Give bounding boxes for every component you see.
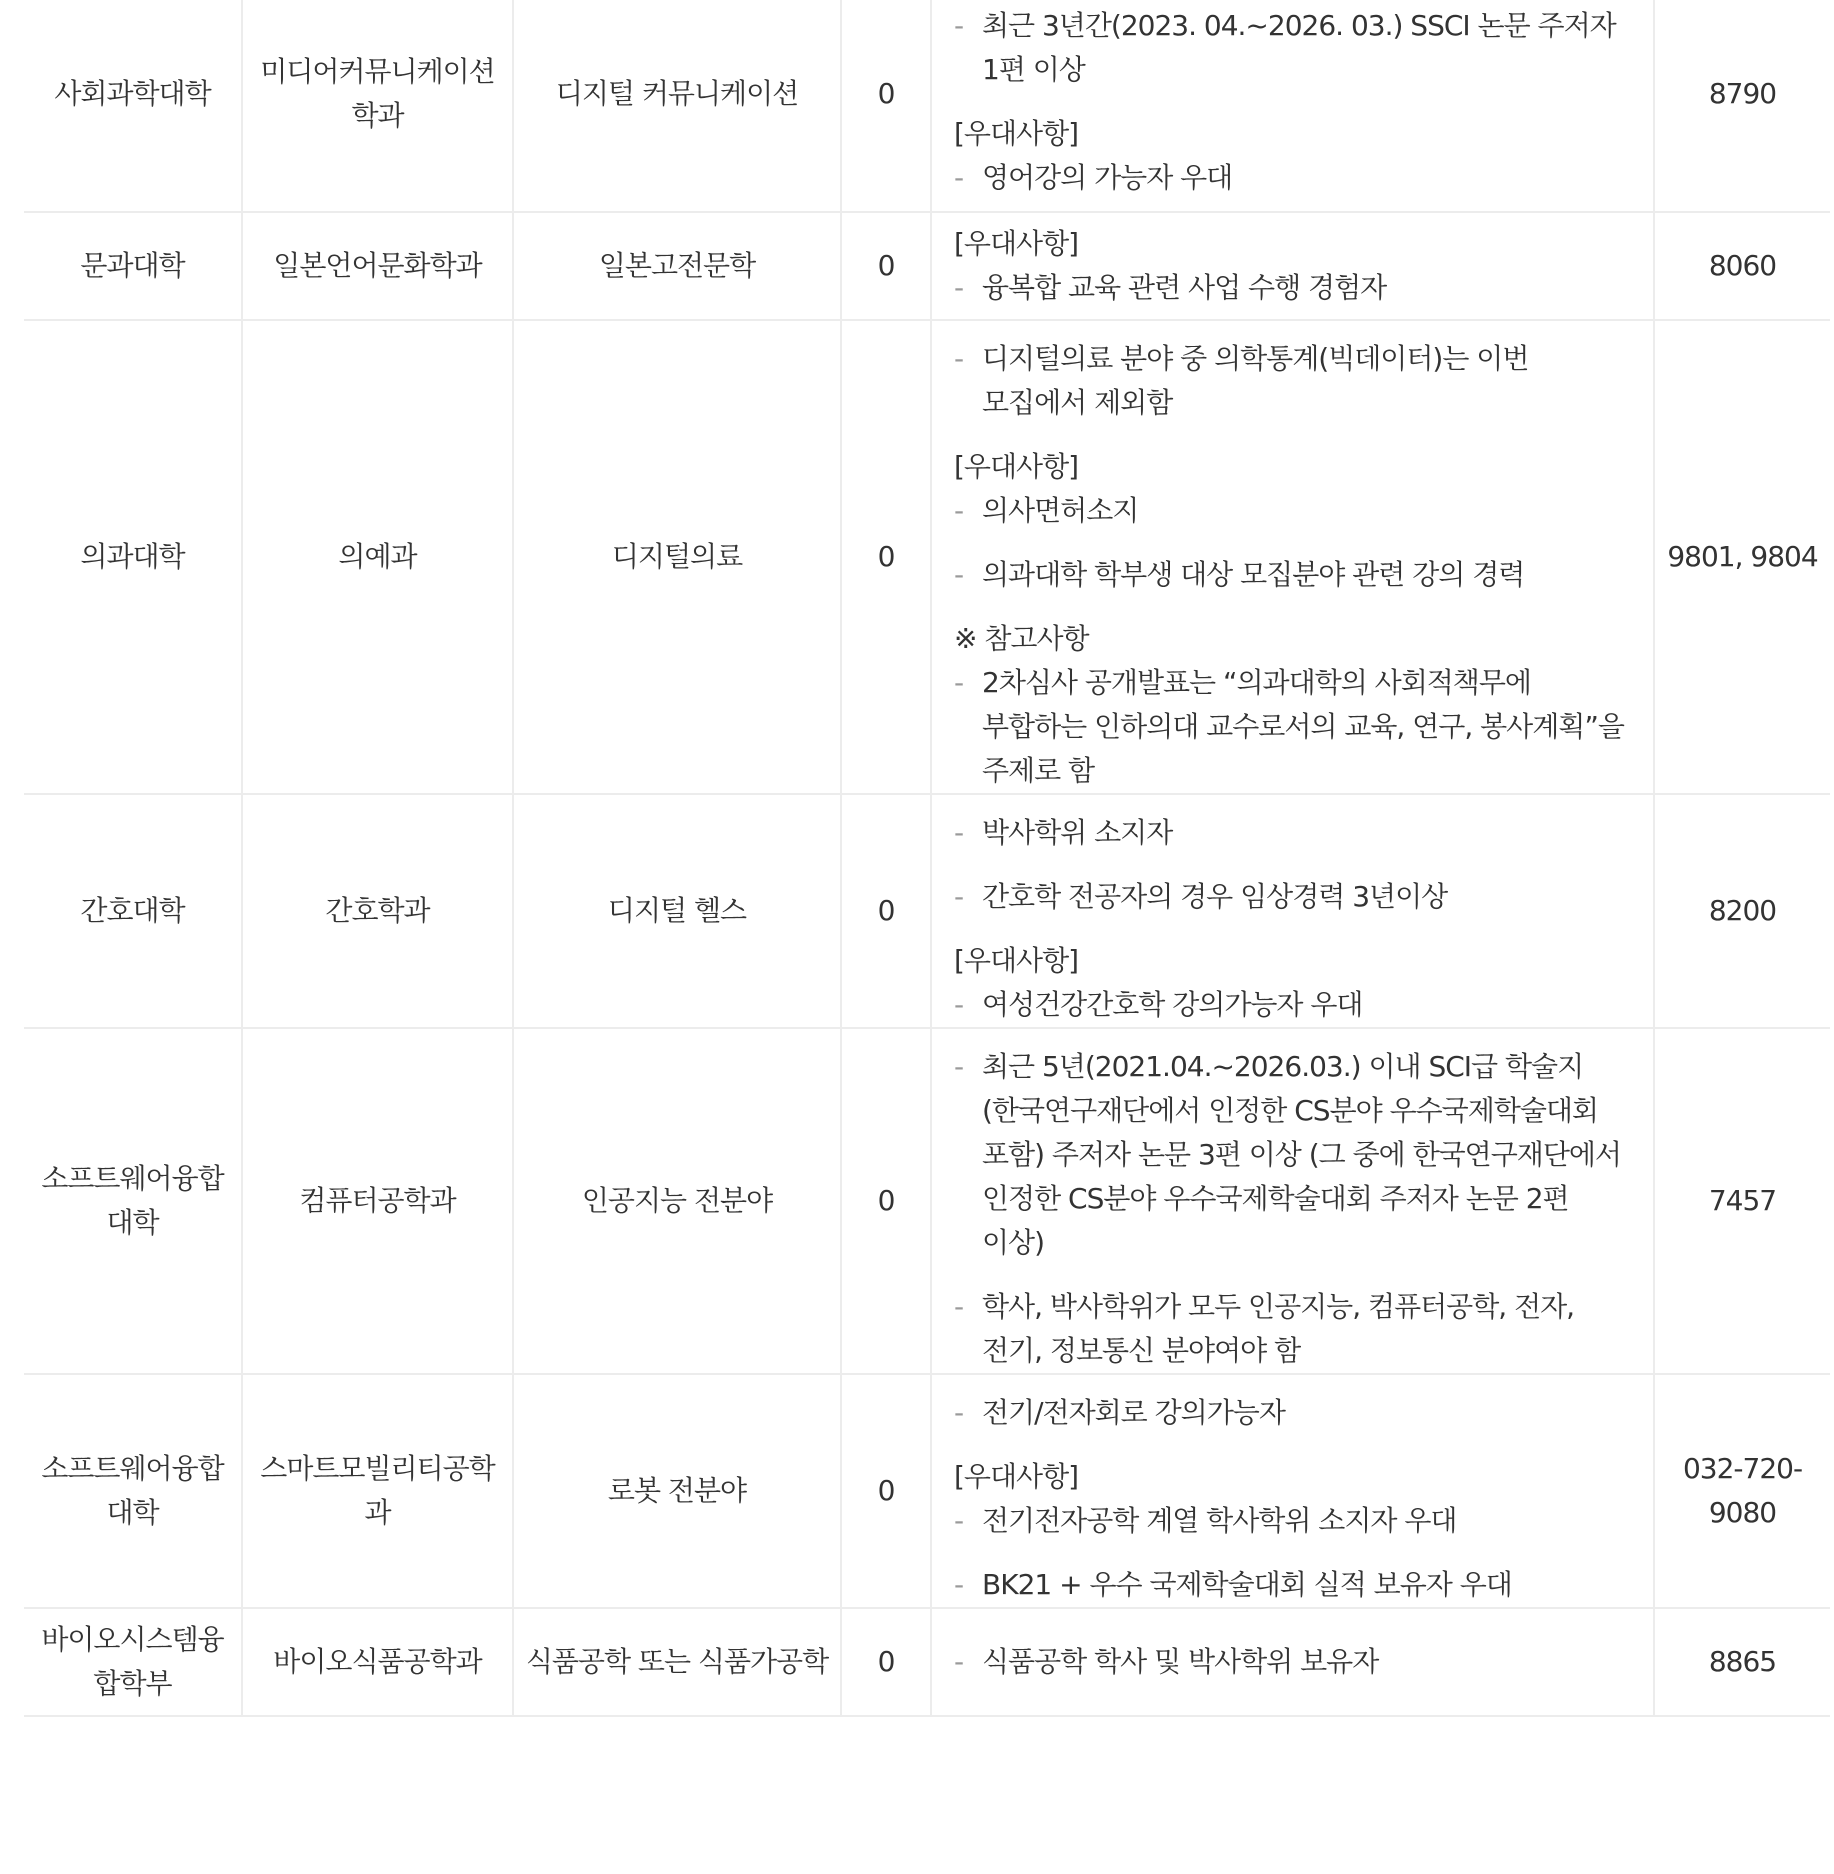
requirements-cell	[931, 794, 1654, 1028]
field-cell: 일본고전문학	[513, 212, 841, 320]
requirement-block	[954, 112, 1631, 200]
college-cell: 간호대학	[24, 794, 242, 1028]
table-row	[24, 0, 1830, 212]
requirement-item: - 박사학위 소지자	[954, 811, 1631, 855]
requirements-cell	[931, 1608, 1654, 1716]
college-cell: 바이오시스템융합학부	[24, 1608, 242, 1716]
count-cell: 0	[841, 1608, 931, 1716]
contact-cell: 8200	[1654, 794, 1830, 1028]
table-row	[24, 212, 1830, 320]
department-cell: 바이오식품공학과	[242, 1608, 513, 1716]
field-cell: 디지털의료	[513, 320, 841, 794]
requirement-item: - 영어강의 가능자 우대	[954, 156, 1631, 200]
requirements-cell	[931, 1374, 1654, 1608]
field-cell: 인공지능 전분야	[513, 1028, 841, 1374]
contact-cell: 032-720-9080	[1654, 1374, 1830, 1608]
field-cell: 로봇 전분야	[513, 1374, 841, 1608]
requirement-item: - 의사면허소지	[954, 489, 1631, 533]
requirement-item: - 전기전자공학 계열 학사학위 소지자 우대	[954, 1499, 1631, 1543]
table-row	[24, 320, 1830, 794]
college-cell: 소프트웨어융합대학	[24, 1028, 242, 1374]
field-cell: 디지털 커뮤니케이션	[513, 0, 841, 212]
count-cell: 0	[841, 1028, 931, 1374]
requirement-block	[954, 337, 1631, 425]
department-cell: 일본언어문화학과	[242, 212, 513, 320]
requirement-item: - 학사, 박사학위가 모두 인공지능, 컴퓨터공학, 전자, 전기, 정보통신 분야여야 함	[954, 1285, 1631, 1373]
field-cell: 디지털 헬스	[513, 794, 841, 1028]
count-cell: 0	[841, 320, 931, 794]
requirement-heading: [우대사항]	[954, 944, 1079, 977]
college-cell: 의과대학	[24, 320, 242, 794]
requirement-item: - 전기/전자회로 강의가능자	[954, 1391, 1631, 1435]
requirement-block	[954, 1045, 1631, 1373]
requirement-heading: [우대사항]	[954, 450, 1079, 483]
college-cell: 소프트웨어융합대학	[24, 1374, 242, 1608]
requirement-block	[954, 222, 1631, 310]
requirement-item: - 최근 5년(2021.04.~2026.03.) 이내 SCI급 학술지(한국연구재단에서 인정한 CS분야 우수국제학술대회 포함) 주저자 논문 3편 이상 (그 중에 한국연구재단에서 인정한 CS분야 우수국제학술대회 주저자 논문 2편 이상)	[954, 1045, 1631, 1265]
requirement-block	[954, 1455, 1631, 1607]
requirement-heading: [우대사항]	[954, 227, 1079, 260]
requirement-heading: [우대사항]	[954, 116, 1079, 150]
requirements-cell	[931, 0, 1654, 212]
contact-cell: 8865	[1654, 1608, 1830, 1716]
requirement-heading: ※ 참고사항	[954, 622, 1089, 655]
table-row	[24, 1374, 1830, 1608]
requirements-cell	[931, 212, 1654, 320]
requirement-item: - 융복합 교육 관련 사업 수행 경험자	[954, 266, 1631, 310]
count-cell: 0	[841, 0, 931, 212]
requirement-item: - 간호학 전공자의 경우 임상경력 3년이상	[954, 875, 1631, 919]
requirement-block	[954, 617, 1631, 793]
contact-cell: 7457	[1654, 1028, 1830, 1374]
requirement-item: - 여성건강간호학 강의가능자 우대	[954, 983, 1631, 1027]
contact-cell: 8060	[1654, 212, 1830, 320]
department-cell: 의예과	[242, 320, 513, 794]
college-cell: 문과대학	[24, 212, 242, 320]
department-cell: 간호학과	[242, 794, 513, 1028]
table-row	[24, 794, 1830, 1028]
table-row	[24, 1028, 1830, 1374]
requirement-block	[954, 445, 1631, 597]
requirement-heading: [우대사항]	[954, 1460, 1079, 1493]
recruitment-table	[24, 0, 1830, 1717]
requirement-item: - 의과대학 학부생 대상 모집분야 관련 강의 경력	[954, 553, 1631, 597]
department-cell: 미디어커뮤니케이션학과	[242, 0, 513, 212]
requirement-item: - BK21 + 우수 국제학술대회 실적 보유자 우대	[954, 1563, 1631, 1607]
requirement-item: - 최근 3년간(2023. 04.~2026. 03.) SSCI 논문 주저자 1편 이상	[954, 4, 1631, 92]
department-cell: 스마트모빌리티공학과	[242, 1374, 513, 1608]
requirement-block	[954, 811, 1631, 919]
contact-cell: 9801, 9804	[1654, 320, 1830, 794]
college-cell: 사회과학대학	[24, 0, 242, 212]
count-cell: 0	[841, 794, 931, 1028]
count-cell: 0	[841, 1374, 931, 1608]
requirements-cell	[931, 1028, 1654, 1374]
requirement-block	[954, 1391, 1631, 1435]
department-cell: 컴퓨터공학과	[242, 1028, 513, 1374]
contact-cell: 8790	[1654, 0, 1830, 212]
requirement-item: - 2차심사 공개발표는 “의과대학의 사회적책무에 부합하는 인하의대 교수로서의 교육, 연구, 봉사계획”을 주제로 함	[954, 661, 1631, 793]
table-body	[24, 0, 1830, 1716]
requirements-cell	[931, 320, 1654, 794]
requirement-item: - 디지털의료 분야 중 의학통계(빅데이터)는 이번 모집에서 제외함	[954, 337, 1631, 425]
requirement-block	[954, 1640, 1631, 1684]
table-row	[24, 1608, 1830, 1716]
requirement-block	[954, 4, 1631, 92]
field-cell: 식품공학 또는 식품가공학	[513, 1608, 841, 1716]
requirement-item: - 식품공학 학사 및 박사학위 보유자	[954, 1640, 1631, 1684]
requirement-block	[954, 939, 1631, 1027]
count-cell: 0	[841, 212, 931, 320]
